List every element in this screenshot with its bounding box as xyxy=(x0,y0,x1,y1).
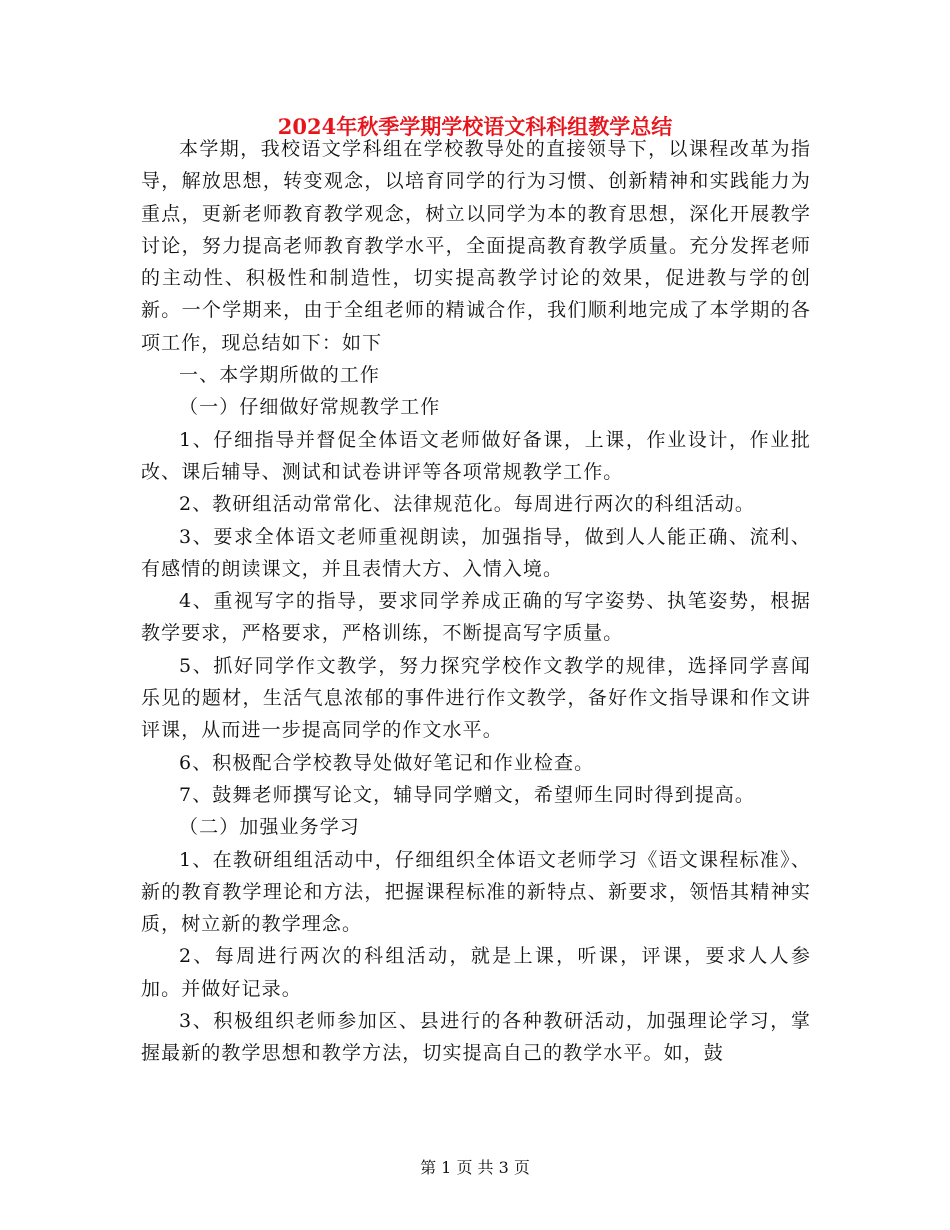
document-title: 2024年秋季学期学校语文科科组教学总结 xyxy=(277,114,673,139)
document-body xyxy=(141,133,811,1070)
list-item: 1、仔细指导并督促全体语文老师做好备课，上课，作业设计，作业批改、课后辅导、测试和试卷讲评等各项常规教学工作。 xyxy=(141,428,811,483)
list-item: 6、积极配合学校教导处做好笔记和作业检查。 xyxy=(179,751,595,774)
subsection-heading-2: （二）加强业务学习 xyxy=(179,816,360,839)
list-item: 3、要求全体语文老师重视朗读，加强指导，做到人人能正确、流利、有感情的朗读课文，并且表情大方、入情入境。 xyxy=(141,525,811,580)
list-item: 3、积极组织老师参加区、县进行的各种教研活动，加强理论学习，掌握最新的教学思想和教学方法，切实提高自己的教学水平。如，鼓 xyxy=(141,1010,811,1065)
list-item: 7、鼓舞老师撰写论文，辅导同学赠文，希望师生同时得到提高。 xyxy=(179,783,755,806)
list-item: 5、抓好同学作文教学，努力探究学校作文教学的规律，选择同学喜闻乐见的题材，生活气息浓郁的事件进行作文教学，备好作文指导课和作文讲评课，从而进一步提高同学的作文水平。 xyxy=(141,654,811,742)
section-heading-1: 一、本学期所做的工作 xyxy=(179,364,381,387)
list-item: 2、教研组活动常常化、法律规范化。每周进行两次的科组活动。 xyxy=(179,493,755,516)
page-footer: 第 1 页 共 3 页 xyxy=(420,1158,530,1177)
list-item: 1、在教研组组活动中，仔细组织全体语文老师学习《语文课程标准》、新的教育教学理论和方法，把握课程标准的新特点、新要求，领悟其精神实质，树立新的教学理念。 xyxy=(141,848,811,936)
subsection-heading-1: （一）仔细做好常规教学工作 xyxy=(179,396,441,419)
paragraph-intro: 本学期，我校语文学科组在学校教导处的直接领导下，以课程改革为指导，解放思想，转变观念，以培育同学的行为习惯、创新精神和实践能力为重点，更新老师教育教学观念，树立以同学为本的教育思想，深化开展教学讨论，努力提高老师教育教学水平，全面提高教育教学质量。充分发挥老师的主动性、积极性和制造性，切实提高教学讨论的效果，促进教与学的创新。一个学期来，由于全组老师的精诚合作，我们顺利地完成了本学期的各项工作，现总结如下：如下 xyxy=(141,138,811,354)
list-item: 4、重视写字的指导，要求同学养成正确的写字姿势、执笔姿势，根据教学要求，严格要求，严格训练，不断提高写字质量。 xyxy=(141,590,811,645)
list-item: 2、每周进行两次的科组活动，就是上课，听课，评课，要求人人参加。并做好记录。 xyxy=(141,945,811,1000)
